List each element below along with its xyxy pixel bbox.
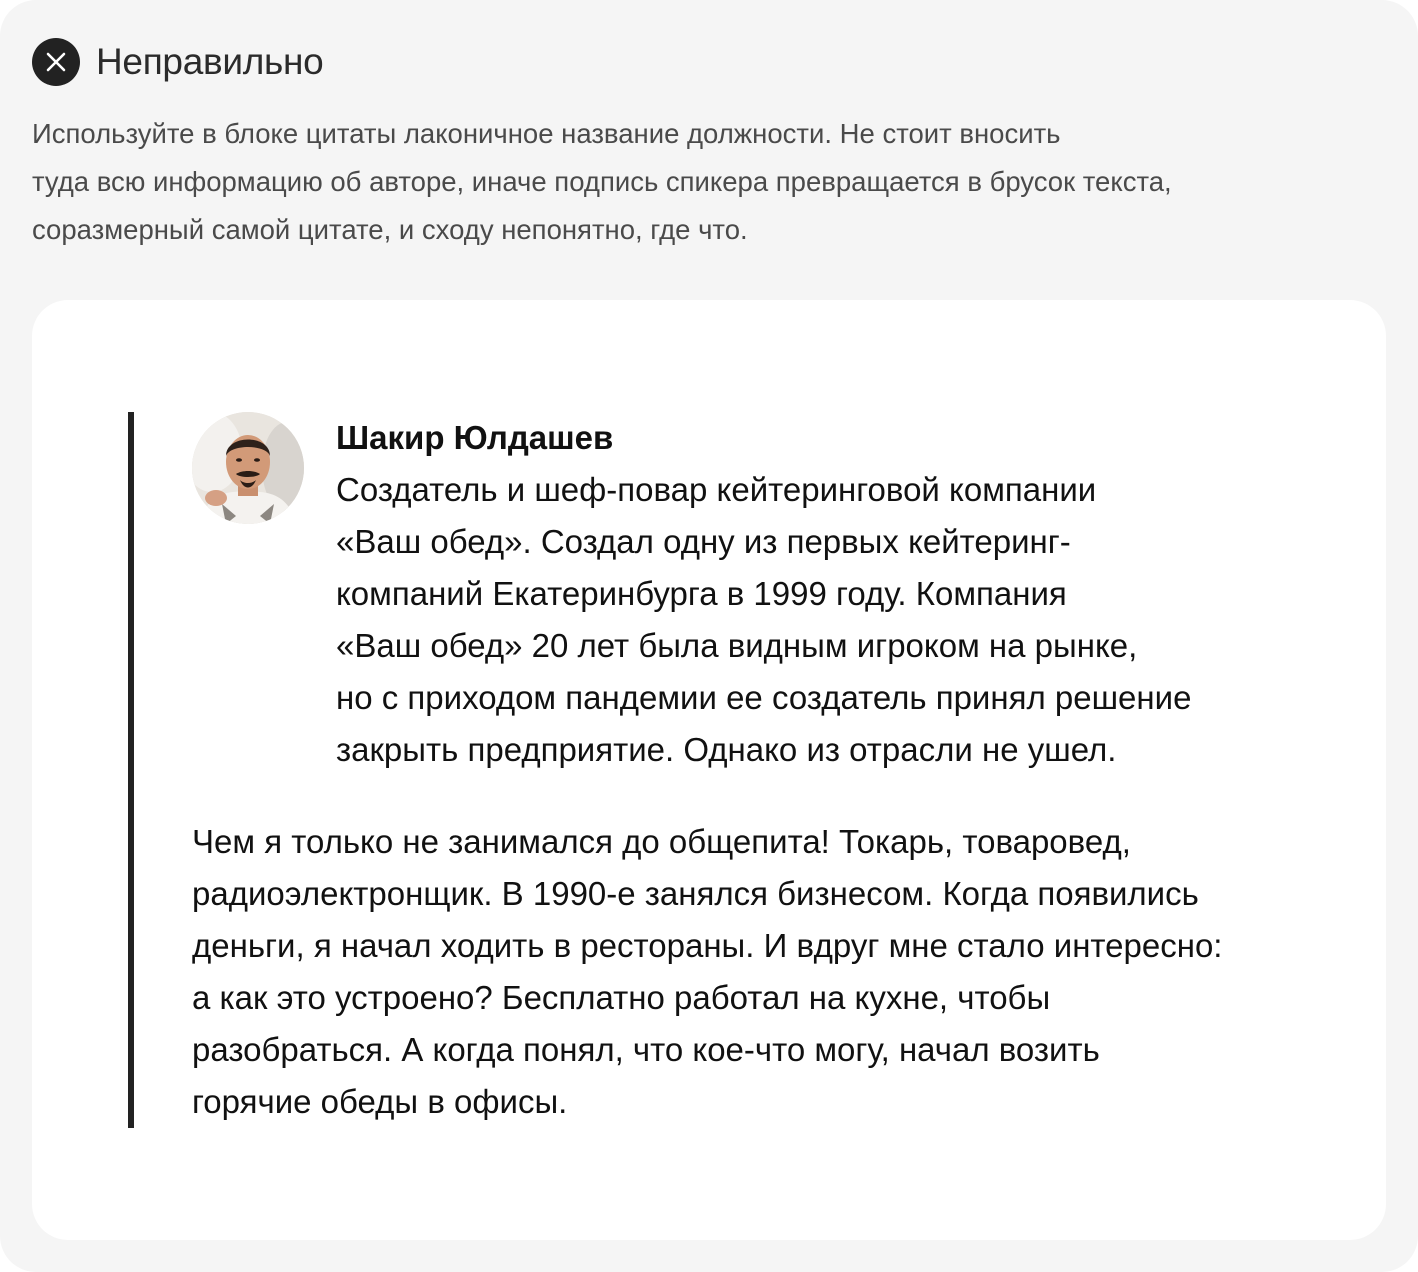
quote-line: Чем я только не занимался до общепита! Токарь, товаровед, <box>192 823 1131 860</box>
description-line: туда всю информацию об авторе, иначе подпись спикера превращается в брусок текста, <box>32 166 1172 197</box>
quote-line: разобраться. А когда понял, что кое-что могу, начал возить <box>192 1031 1100 1068</box>
author-bio-line: компаний Екатеринбурга в 1999 году. Компания <box>336 575 1067 612</box>
author-name: Шакир Юлдашев <box>336 419 614 456</box>
example-card <box>32 300 1386 1240</box>
author-bio-line: закрыть предприятие. Однако из отрасли не ушел. <box>336 731 1117 768</box>
description-line: Используйте в блоке цитаты лаконичное название должности. Не стоит вносить <box>32 118 1061 149</box>
close-icon <box>32 38 80 86</box>
author-bio-line: «Ваш обед» 20 лет была видным игроком на рынке, <box>336 627 1138 664</box>
quote-line: а как это устроено? Бесплатно работал на кухне, чтобы <box>192 979 1051 1016</box>
quote-text <box>192 816 1342 1128</box>
quote-bar <box>128 412 134 1128</box>
verdict-header <box>32 38 323 86</box>
author-signature <box>336 412 1336 776</box>
quote-line: горячие обеды в офисы. <box>192 1083 568 1120</box>
author-bio <box>336 464 1336 776</box>
quote-line: деньги, я начал ходить в рестораны. И вдруг мне стало интересно: <box>192 927 1223 964</box>
author-bio-line: «Ваш обед». Создал одну из первых кейтеринг- <box>336 523 1071 560</box>
quote-line: радиоэлектронщик. В 1990-е занялся бизнесом. Когда появились <box>192 875 1199 912</box>
author-avatar <box>192 412 304 524</box>
description-line: соразмерный самой цитате, и сходу непонятно, где что. <box>32 214 748 245</box>
author-bio-line: Создатель и шеф-повар кейтеринговой компании <box>336 471 1097 508</box>
guideline-description <box>32 110 1372 254</box>
verdict-label: Неправильно <box>96 41 324 82</box>
author-bio-line: но с приходом пандемии ее создатель принял решение <box>336 679 1192 716</box>
